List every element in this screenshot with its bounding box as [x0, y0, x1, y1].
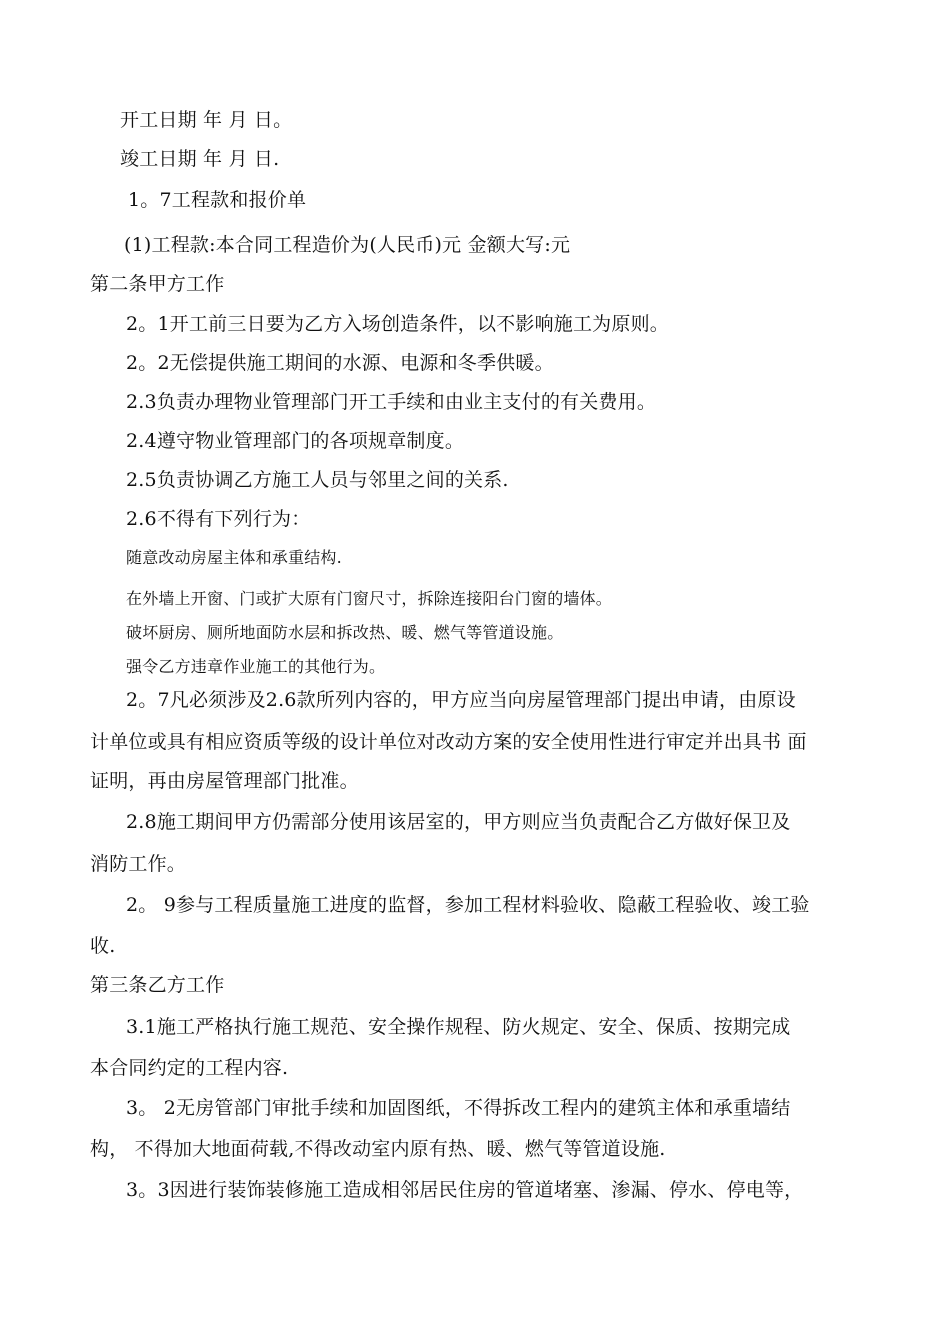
clause-2-5: 2.5负责协调乙方施工人员与邻里之间的关系.: [126, 469, 509, 491]
prohibited-item-2: 在外墙上开窗、门或扩大原有门窗尺寸，拆除连接阳台门窗的墙体。: [126, 589, 613, 608]
prohibited-item-4: 强令乙方违章作业施工的其他行为。: [126, 657, 386, 676]
article-3-heading: 第三条乙方工作: [90, 974, 225, 996]
clause-2-9-line-2: 收.: [90, 935, 116, 957]
clause-2-8-line-2: 消防工作。: [90, 853, 187, 875]
clause-2-6: 2.6不得有下列行为：: [126, 508, 311, 530]
start-date-line: 开工日期 年 月 日。: [120, 109, 293, 131]
clause-3-2-line-2: 构， 不得加大地面荷载,不得改动室内原有热、暖、燃气等管道设施.: [90, 1138, 666, 1160]
clause-2-3: 2.3负责办理物业管理部门开工手续和由业主支付的有关费用。: [126, 391, 657, 413]
clause-2-7-line-3: 证明，再由房屋管理部门批准。: [90, 770, 359, 792]
clause-3-1-line-2: 本合同约定的工程内容.: [90, 1057, 289, 1079]
clause-2-7-line-2: 计单位或具有相应资质等级的设计单位对改动方案的安全使用性进行审定并出具书 面: [90, 731, 807, 753]
clause-3-2-line-1: 3。 2无房管部门审批手续和加固图纸，不得拆改工程内的建筑主体和承重墙结: [126, 1097, 791, 1119]
clause-2-2: 2。2无偿提供施工期间的水源、电源和冬季供暖。: [126, 352, 554, 374]
clause-2-4: 2.4遵守物业管理部门的各项规章制度。: [126, 430, 465, 452]
clause-2-1: 2。1开工前三日要为乙方入场创造条件，以不影响施工为原则。: [126, 313, 669, 335]
clause-2-9-line-1: 2。 9参与工程质量施工进度的监督，参加工程材料验收、隐蔽工程验收、竣工验: [126, 894, 810, 916]
prohibited-item-1: 随意改动房屋主体和承重结构.: [126, 548, 342, 567]
clause-3-1-line-1: 3.1施工严格执行施工规范、安全操作规程、防火规定、安全、保质、按期完成: [126, 1016, 791, 1038]
section-1-7-heading: 1。7工程款和报价单: [128, 189, 307, 211]
clause-3-3-line-1: 3。3因进行装饰装修施工造成相邻居民住房的管道堵塞、渗漏、停水、停电等，: [126, 1179, 804, 1201]
clause-2-7-line-1: 2。7凡必须涉及2.6款所列内容的，甲方应当向房屋管理部门提出申请，由原设: [126, 689, 796, 711]
completion-date-line: 竣工日期 年 月 日.: [120, 148, 280, 170]
project-payment-line: (1)工程款:本合同工程造价为(人民币)元 金额大写:元: [124, 234, 571, 256]
article-2-heading: 第二条甲方工作: [90, 273, 225, 295]
prohibited-item-3: 破坏厨房、厕所地面防水层和拆改热、暖、燃气等管道设施。: [126, 623, 564, 642]
clause-2-8-line-1: 2.8施工期间甲方仍需部分使用该居室的，甲方则应当负责配合乙方做好保卫及: [126, 811, 791, 833]
